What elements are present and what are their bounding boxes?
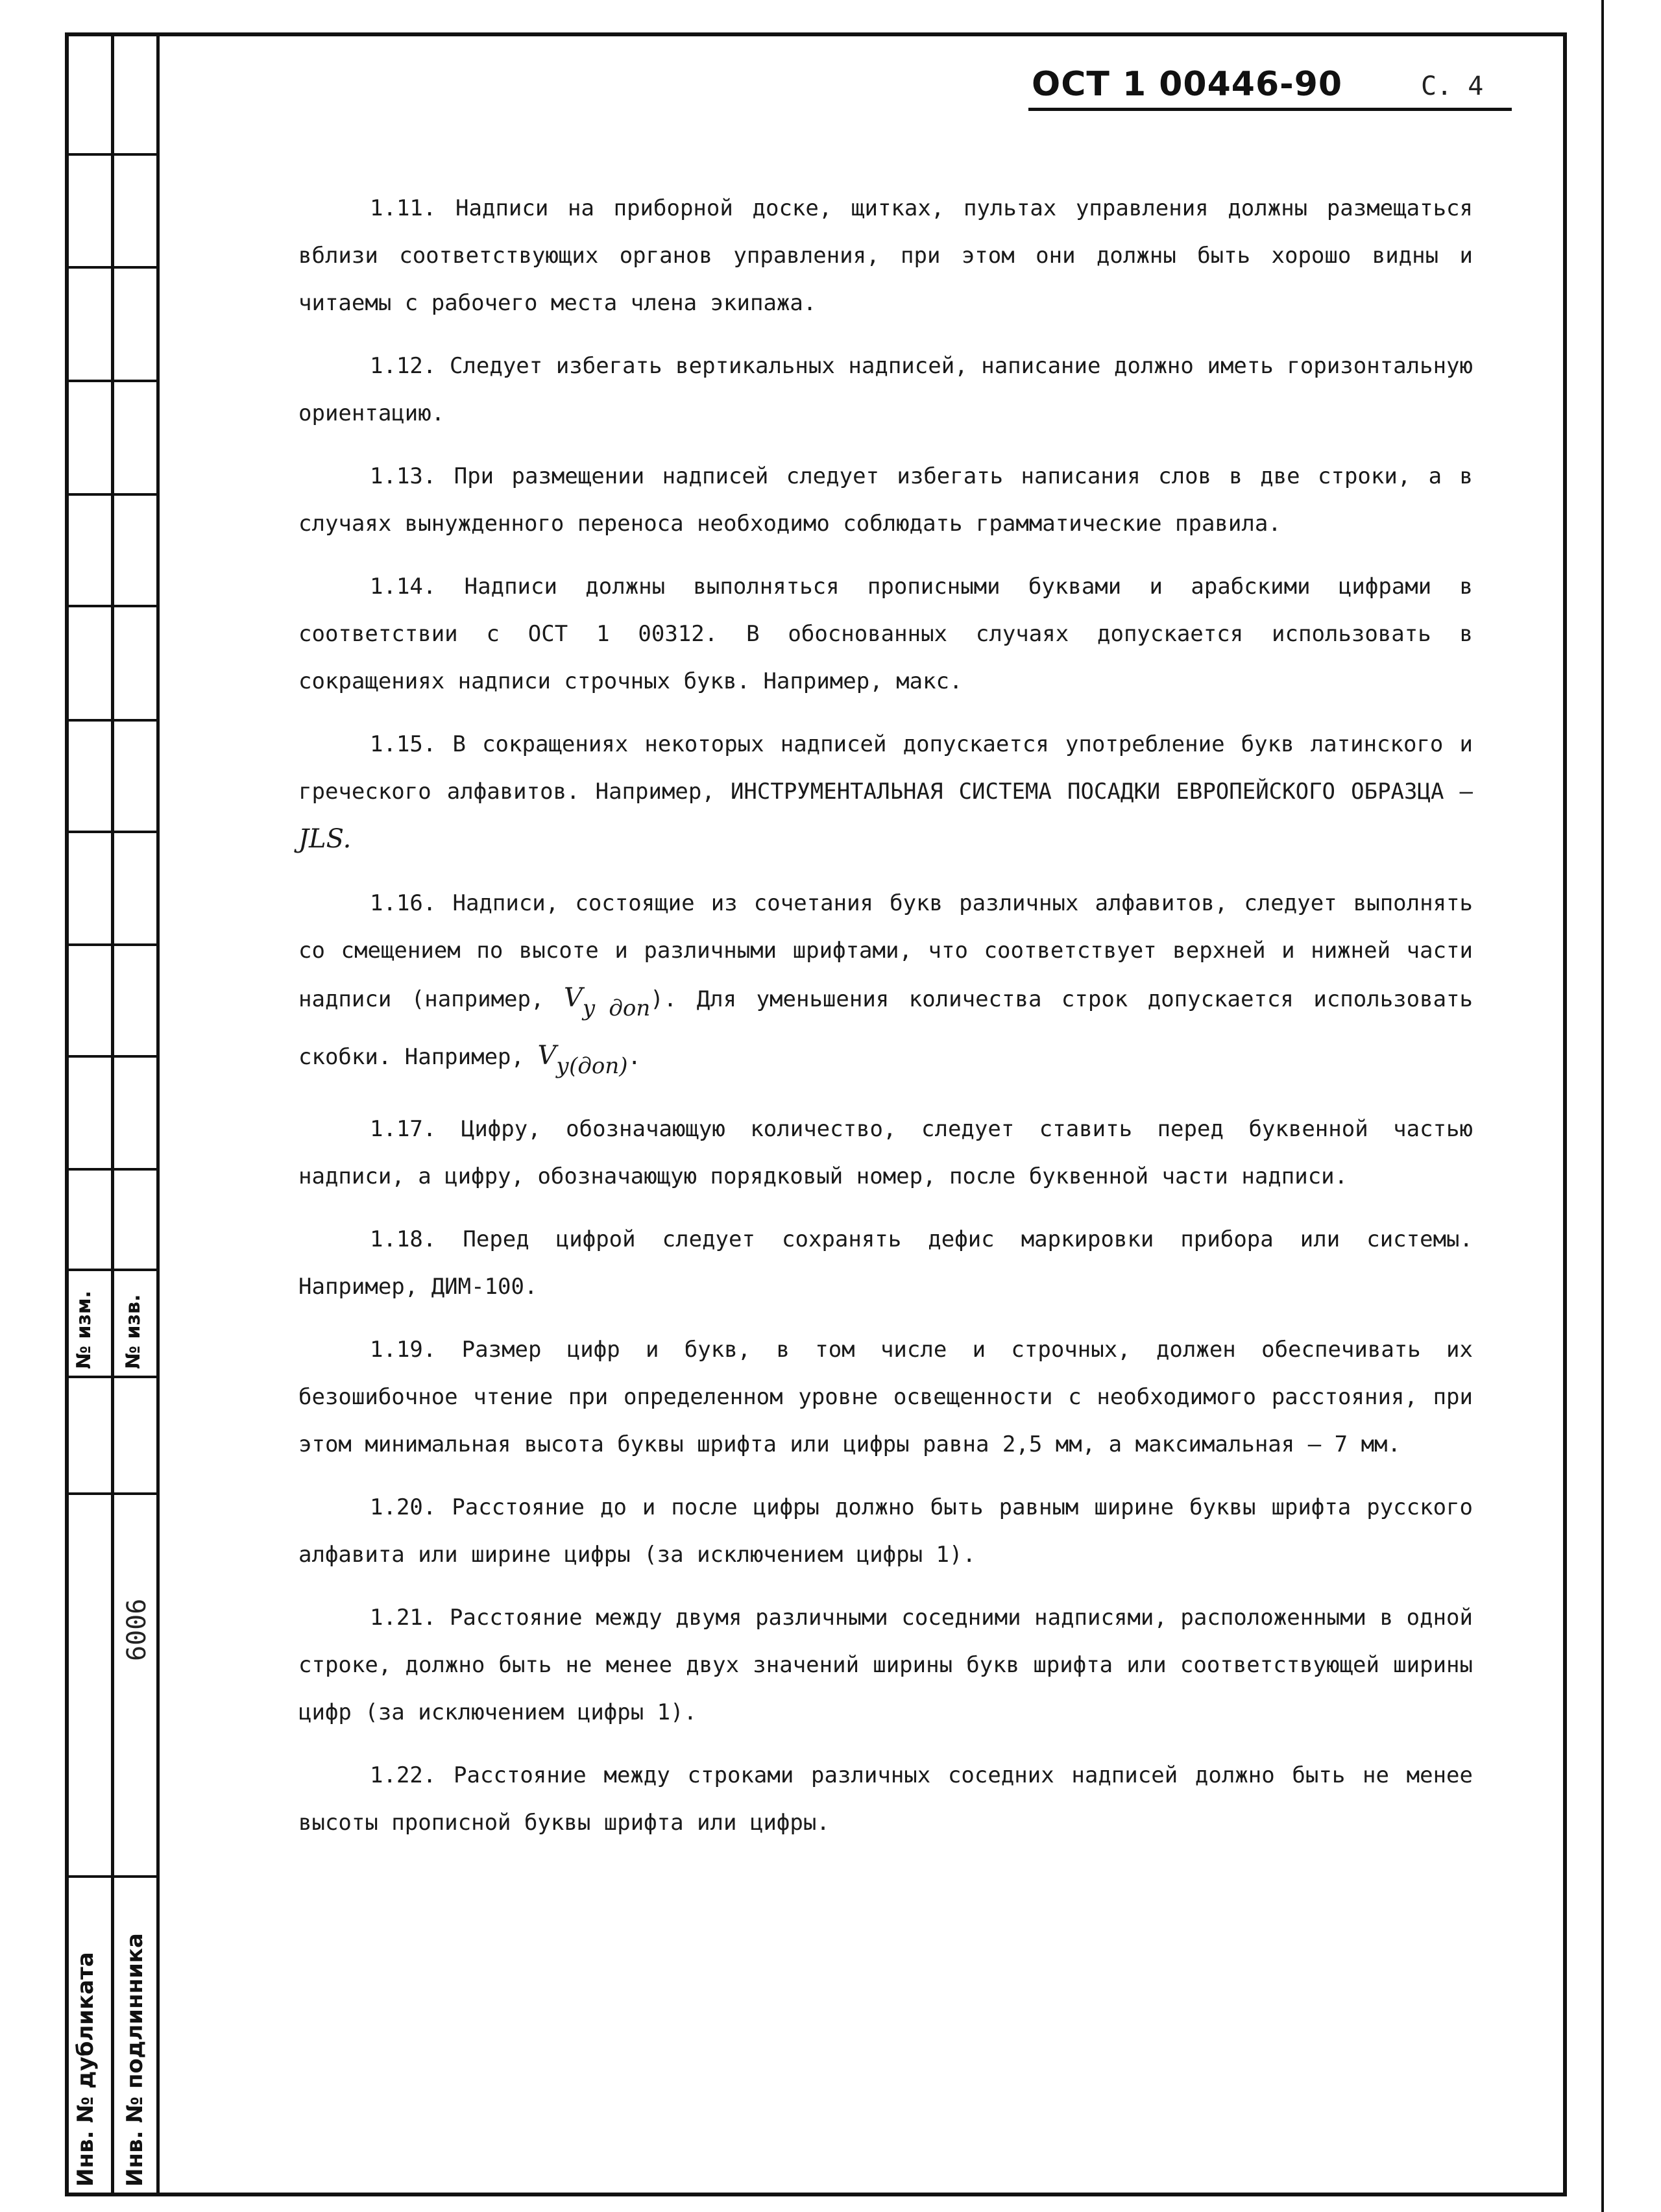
paragraph-1-15 <box>298 721 1486 864</box>
notice-number-label: № изв. <box>122 1294 145 1369</box>
paragraph-1-21: 1.21. Расстояние между двумя различными соседними надписями, расположенными в одной строке, должно быть не менее двух значений ширины букв шрифта или соответствующей ширины цифр (за исключением цифры 1). <box>298 1605 1486 1725</box>
handwritten-bracket-subscript: у(доп) <box>556 1053 628 1079</box>
paragraph-1-17: 1.17. Цифру, обозначающую количество, следует ставить перед буквенной частью надписи, а цифру, обозначающую порядковый номер, после буквенной части надписи. <box>298 1116 1486 1189</box>
stamp-rule <box>65 1055 160 1058</box>
header-underline <box>1028 108 1512 111</box>
stamp-column-left <box>65 36 114 2193</box>
page-number: С. 4 <box>1421 71 1484 101</box>
paragraph-1-16 <box>298 880 1486 1090</box>
handwritten-subscript: у доп <box>582 995 651 1021</box>
paragraph-1-20: 1.20. Расстояние до и после цифры должно быть равным ширине буквы шрифта русского алфавита или ширине цифры (за исключением цифры 1). <box>298 1494 1486 1568</box>
document-code: ОСТ 1 00446-90 <box>1032 65 1343 104</box>
stamp-rule <box>65 1168 160 1171</box>
paragraph-1-15-text: 1.15. В сокращениях некоторых надписей допускается употребление букв латинского и греческого алфавитов. Например, ИНСТРУМЕНТАЛЬНАЯ СИСТЕМА ПОСАДКИ ЕВРОПЕЙСКОГО ОБРАЗЦА – <box>298 731 1486 805</box>
paragraph-1-14: 1.14. Надписи должны выполняться прописными буквами и арабскими цифрами в соответствии с ОСТ 1 00312. В обоснованных случаях допускается использовать в сокращениях надписи строчных букв. Например, макс. <box>298 574 1486 694</box>
stamp-rule <box>65 831 160 833</box>
stamp-column-right <box>114 36 160 2193</box>
paragraph-1-16-text-end: . <box>627 1044 642 1070</box>
stamp-rule <box>65 266 160 269</box>
paragraph-1-16-text-mid: ). Для уменьшения количества строк допускается использовать скобки. Например, <box>298 986 1486 1070</box>
stamp-rule <box>65 1492 160 1495</box>
stamp-rule <box>65 1269 160 1271</box>
handwritten-abbreviation: JLS. <box>298 824 352 854</box>
stamp-rule <box>65 153 160 156</box>
original-inventory-number: 6006 <box>122 1598 152 1661</box>
paragraph-1-11: 1.11. Надписи на приборной доске, щитках, пультах управления должны размещаться вблизи соответствующих органов управления, при этом они должны быть хорошо видны и читаемы с рабочего места члена экипажа. <box>298 195 1486 316</box>
paragraph-1-16-text-start: 1.16. Надписи, состоящие из сочетания букв различных алфавитов, следует выполнять со смещением по высоте и различными шрифтами, что соответствует верхней и нижней части надписи (например, <box>298 890 1486 1012</box>
stamp-rule <box>65 1875 160 1878</box>
handwritten-symbol-v: V <box>563 983 583 1013</box>
stamp-rule <box>65 493 160 496</box>
paragraph-1-18: 1.18. Перед цифрой следует сохранять дефис маркировки прибора или системы. Например, ДИМ-100. <box>298 1226 1486 1300</box>
stamp-rule <box>65 380 160 382</box>
stamp-rule <box>65 1376 160 1378</box>
stamp-rule <box>65 943 160 946</box>
paragraph-1-22: 1.22. Расстояние между строками различных соседних надписей должно быть не менее высоты прописной буквы шрифта или цифры. <box>298 1762 1486 1836</box>
paragraph-1-13: 1.13. При размещении надписей следует избегать написания слов в две строки, а в случаях вынужденного переноса необходимо соблюдать грамматические правила. <box>298 463 1486 537</box>
stamp-rule <box>65 605 160 607</box>
paragraph-1-19: 1.19. Размер цифр и букв, в том числе и строчных, должен обеспечивать их безошибочное чтение при определенном уровне освещенности с необходимого расстояния, при этом минимальная высота буквы шрифта или цифры равна 2,5 мм, а максимальная – 7 мм. <box>298 1337 1486 1457</box>
original-inventory-label: Инв. № подлинника <box>122 1933 148 2187</box>
paragraph-1-12: 1.12. Следует избегать вертикальных надписей, написание должно иметь горизонтальную ориентацию. <box>298 353 1486 426</box>
scan-edge-line <box>1601 0 1604 2212</box>
change-number-label: № изм. <box>73 1291 95 1369</box>
stamp-rule <box>65 719 160 722</box>
document-body <box>298 185 1486 1862</box>
duplicate-inventory-label: Инв. № дубликата <box>73 1952 99 2187</box>
handwritten-symbol-v-bracketed: V <box>537 1041 557 1071</box>
